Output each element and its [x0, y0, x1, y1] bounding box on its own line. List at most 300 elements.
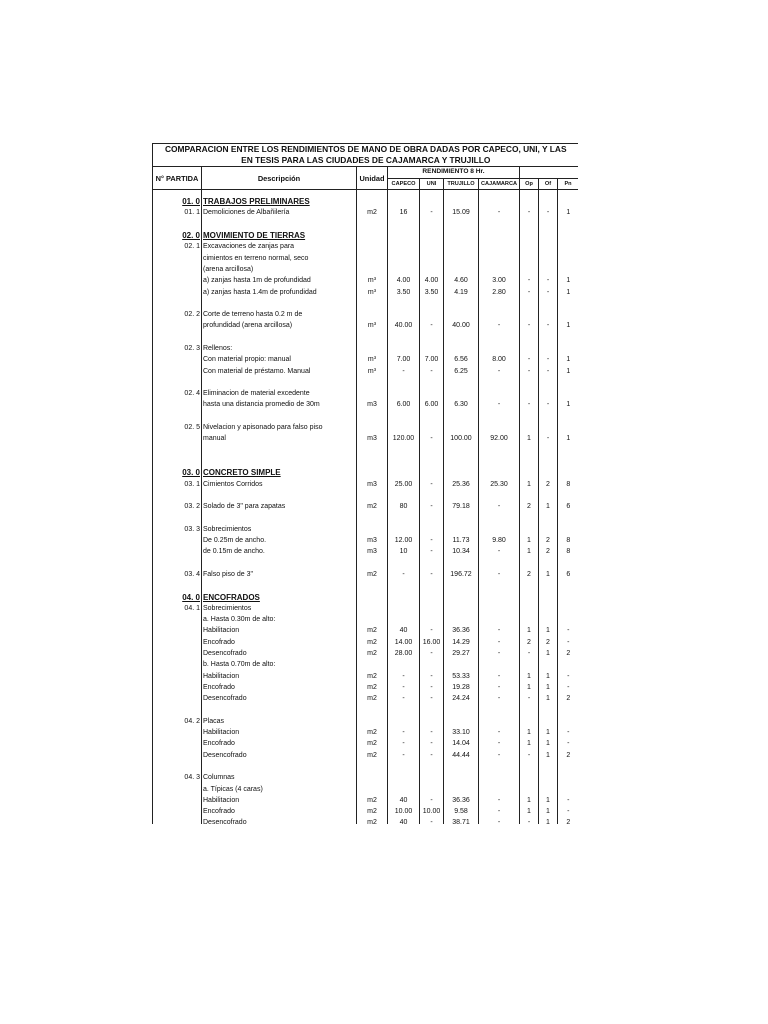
cajamarca-cell: -	[479, 320, 520, 331]
table-row	[153, 738, 579, 749]
trujillo-cell: 29.27	[444, 648, 479, 659]
uni-cell	[420, 467, 444, 478]
unidad-cell: m2	[357, 806, 388, 817]
unidad-cell: m2	[357, 670, 388, 681]
unidad-cell	[357, 761, 388, 772]
capeco-cell: 16	[388, 207, 420, 218]
trujillo-cell: 15.09	[444, 207, 479, 218]
capeco-cell: 120.00	[388, 433, 420, 444]
descripcion-cell: ENCOFRADOS	[202, 591, 357, 602]
unidad-cell	[357, 241, 388, 252]
uni-cell	[420, 716, 444, 727]
trujillo-cell: 19.28	[444, 682, 479, 693]
trujillo-cell	[444, 614, 479, 625]
op-cell	[520, 524, 539, 535]
partida-cell	[153, 399, 202, 410]
pn-cell	[558, 377, 579, 388]
uni-cell: 4.00	[420, 275, 444, 286]
descripcion-cell: Rellenos:	[202, 343, 357, 354]
table-row	[153, 546, 579, 557]
uni-cell: -	[420, 207, 444, 218]
pn-cell	[558, 524, 579, 535]
capeco-cell	[388, 411, 420, 422]
pn-cell: 1	[558, 433, 579, 444]
capeco-cell	[388, 761, 420, 772]
unidad-cell	[357, 659, 388, 670]
title-line-2: EN TESIS PARA LAS CIUDADES DE CAJAMARCA Y TRUJILLO	[241, 155, 491, 165]
header-op: Op	[520, 178, 539, 190]
uni-cell: 6.00	[420, 399, 444, 410]
pn-cell: -	[558, 795, 579, 806]
unidad-cell	[357, 377, 388, 388]
descripcion-cell	[202, 490, 357, 501]
uni-cell	[420, 241, 444, 252]
unidad-cell: m³	[357, 275, 388, 286]
capeco-cell	[388, 196, 420, 207]
of-cell	[539, 332, 558, 343]
pn-cell	[558, 467, 579, 478]
descripcion-cell: Habilitacion	[202, 670, 357, 681]
of-cell	[539, 591, 558, 602]
cajamarca-cell: 92.00	[479, 433, 520, 444]
trujillo-cell: 14.29	[444, 637, 479, 648]
unidad-cell: m³	[357, 286, 388, 297]
table-row	[153, 365, 579, 376]
partida-cell	[153, 320, 202, 331]
cajamarca-cell: -	[479, 806, 520, 817]
uni-cell	[420, 580, 444, 591]
pn-cell: 8	[558, 535, 579, 546]
cajamarca-cell: -	[479, 670, 520, 681]
capeco-cell: 10	[388, 546, 420, 557]
uni-cell: 10.00	[420, 806, 444, 817]
unidad-cell	[357, 467, 388, 478]
pn-cell: 1	[558, 399, 579, 410]
cajamarca-cell	[479, 456, 520, 467]
of-cell: 1	[539, 501, 558, 512]
of-cell: -	[539, 433, 558, 444]
unidad-cell	[357, 772, 388, 783]
unidad-cell: m2	[357, 648, 388, 659]
cajamarca-cell	[479, 196, 520, 207]
descripcion-cell	[202, 332, 357, 343]
section-row	[153, 591, 579, 602]
trujillo-cell: 33.10	[444, 727, 479, 738]
descripcion-cell: a. Hasta 0.30m de alto:	[202, 614, 357, 625]
of-cell	[539, 490, 558, 501]
of-cell: 1	[539, 795, 558, 806]
capeco-cell: -	[388, 670, 420, 681]
op-cell	[520, 558, 539, 569]
of-cell: -	[539, 207, 558, 218]
op-cell: -	[520, 275, 539, 286]
trujillo-cell	[444, 309, 479, 320]
unidad-cell: m2	[357, 817, 388, 824]
unidad-cell: m3	[357, 546, 388, 557]
op-cell: 1	[520, 806, 539, 817]
cajamarca-cell	[479, 603, 520, 614]
trujillo-cell: 6.56	[444, 354, 479, 365]
op-cell	[520, 377, 539, 388]
unidad-cell	[357, 704, 388, 715]
partida-cell	[153, 614, 202, 625]
of-cell: -	[539, 286, 558, 297]
blank-row	[153, 512, 579, 523]
cajamarca-cell: -	[479, 637, 520, 648]
trujillo-cell: 9.58	[444, 806, 479, 817]
partida-cell	[153, 659, 202, 670]
trujillo-cell	[444, 343, 479, 354]
table-row	[153, 354, 579, 365]
of-cell	[539, 467, 558, 478]
capeco-cell: 40.00	[388, 320, 420, 331]
cajamarca-cell	[479, 422, 520, 433]
pn-cell	[558, 772, 579, 783]
blank-row	[153, 761, 579, 772]
pn-cell	[558, 716, 579, 727]
table-row	[153, 772, 579, 783]
trujillo-cell	[444, 783, 479, 794]
trujillo-cell	[444, 219, 479, 230]
unidad-cell	[357, 445, 388, 456]
descripcion-cell: profundidad (arena arcillosa)	[202, 320, 357, 331]
partida-cell: 03. 4	[153, 569, 202, 580]
of-cell: -	[539, 399, 558, 410]
table-row	[153, 817, 579, 824]
capeco-cell: -	[388, 727, 420, 738]
op-cell	[520, 512, 539, 523]
unidad-cell	[357, 388, 388, 399]
partida-cell	[153, 377, 202, 388]
header-uni: UNI	[420, 178, 444, 190]
descripcion-cell: Excavaciones de zanjas para	[202, 241, 357, 252]
descripcion-cell	[202, 761, 357, 772]
uni-cell	[420, 490, 444, 501]
unidad-cell	[357, 298, 388, 309]
of-cell	[539, 411, 558, 422]
capeco-cell	[388, 241, 420, 252]
pn-cell: 1	[558, 286, 579, 297]
capeco-cell: -	[388, 365, 420, 376]
descripcion-cell: MOVIMIENTO DE TIERRAS	[202, 230, 357, 241]
descripcion-cell: Placas	[202, 716, 357, 727]
unidad-cell	[357, 524, 388, 535]
header-descripcion: Descripción	[202, 167, 357, 190]
descripcion-cell: manual	[202, 433, 357, 444]
pn-cell	[558, 309, 579, 320]
uni-cell	[420, 422, 444, 433]
uni-cell: -	[420, 320, 444, 331]
table-row	[153, 275, 579, 286]
blank-row	[153, 332, 579, 343]
of-cell: 1	[539, 817, 558, 824]
blank-row	[153, 445, 579, 456]
pn-cell: 1	[558, 275, 579, 286]
partida-cell	[153, 580, 202, 591]
cajamarca-cell	[479, 241, 520, 252]
table-row	[153, 343, 579, 354]
pn-cell	[558, 761, 579, 772]
pn-cell: 2	[558, 648, 579, 659]
trujillo-cell	[444, 704, 479, 715]
trujillo-cell	[444, 456, 479, 467]
table-row	[153, 682, 579, 693]
of-cell	[539, 783, 558, 794]
cajamarca-cell	[479, 467, 520, 478]
of-cell: 1	[539, 806, 558, 817]
blank-row	[153, 580, 579, 591]
capeco-cell: 40	[388, 625, 420, 636]
uni-cell	[420, 456, 444, 467]
capeco-cell	[388, 422, 420, 433]
op-cell	[520, 456, 539, 467]
trujillo-cell: 25.36	[444, 478, 479, 489]
uni-cell	[420, 377, 444, 388]
trujillo-cell	[444, 445, 479, 456]
partida-cell	[153, 490, 202, 501]
descripcion-cell: Encofrado	[202, 738, 357, 749]
op-cell	[520, 445, 539, 456]
blank-row	[153, 704, 579, 715]
unidad-cell: m2	[357, 750, 388, 761]
trujillo-cell: 196.72	[444, 569, 479, 580]
uni-cell	[420, 230, 444, 241]
capeco-cell: 3.50	[388, 286, 420, 297]
cajamarca-cell: -	[479, 750, 520, 761]
descripcion-cell: a) zanjas hasta 1m de profundidad	[202, 275, 357, 286]
unidad-cell: m2	[357, 738, 388, 749]
cajamarca-cell	[479, 524, 520, 535]
trujillo-cell	[444, 580, 479, 591]
unidad-cell	[357, 580, 388, 591]
partida-cell	[153, 332, 202, 343]
pn-cell	[558, 603, 579, 614]
op-cell: -	[520, 648, 539, 659]
unidad-cell: m³	[357, 320, 388, 331]
cajamarca-cell: 9.80	[479, 535, 520, 546]
partida-cell: 04. 2	[153, 716, 202, 727]
header-partida: N° PARTIDA	[153, 167, 202, 190]
op-cell	[520, 704, 539, 715]
op-cell	[520, 196, 539, 207]
of-cell	[539, 343, 558, 354]
table-row	[153, 693, 579, 704]
op-cell: -	[520, 399, 539, 410]
cajamarca-cell: -	[479, 365, 520, 376]
table-row	[153, 433, 579, 444]
uni-cell	[420, 411, 444, 422]
of-cell	[539, 772, 558, 783]
capeco-cell	[388, 332, 420, 343]
uni-cell	[420, 298, 444, 309]
unidad-cell: m2	[357, 501, 388, 512]
descripcion-cell: Desencofrado	[202, 693, 357, 704]
unidad-cell	[357, 422, 388, 433]
of-cell	[539, 252, 558, 263]
descripcion-cell	[202, 456, 357, 467]
cajamarca-cell	[479, 298, 520, 309]
partida-cell: 02. 4	[153, 388, 202, 399]
blank-row	[153, 377, 579, 388]
trujillo-cell	[444, 411, 479, 422]
capeco-cell: 10.00	[388, 806, 420, 817]
descripcion-cell: Solado de 3" para zapatas	[202, 501, 357, 512]
uni-cell	[420, 659, 444, 670]
partida-cell	[153, 298, 202, 309]
descripcion-cell	[202, 411, 357, 422]
uni-cell	[420, 524, 444, 535]
descripcion-cell: Con material propio: manual	[202, 354, 357, 365]
header-cajamarca: CAJAMARCA	[479, 178, 520, 190]
of-cell	[539, 603, 558, 614]
trujillo-cell	[444, 659, 479, 670]
cajamarca-cell	[479, 411, 520, 422]
partida-cell	[153, 546, 202, 557]
op-cell	[520, 716, 539, 727]
uni-cell: -	[420, 546, 444, 557]
partida-cell: 02. 3	[153, 343, 202, 354]
unidad-cell: m3	[357, 399, 388, 410]
of-cell: 1	[539, 648, 558, 659]
op-cell	[520, 772, 539, 783]
partida-cell	[153, 817, 202, 824]
of-cell	[539, 614, 558, 625]
partida-cell	[153, 445, 202, 456]
partida-cell: 02. 5	[153, 422, 202, 433]
uni-cell: -	[420, 727, 444, 738]
pn-cell: -	[558, 625, 579, 636]
table-row	[153, 603, 579, 614]
trujillo-cell	[444, 298, 479, 309]
capeco-cell: -	[388, 693, 420, 704]
cajamarca-cell: 8.00	[479, 354, 520, 365]
trujillo-cell	[444, 467, 479, 478]
cajamarca-cell	[479, 219, 520, 230]
descripcion-cell: a) zanjas hasta 1.4m de profundidad	[202, 286, 357, 297]
descripcion-cell	[202, 558, 357, 569]
unidad-cell	[357, 591, 388, 602]
partida-cell	[153, 558, 202, 569]
partida-cell: 04. 3	[153, 772, 202, 783]
uni-cell	[420, 603, 444, 614]
descripcion-cell: (arena arcillosa)	[202, 264, 357, 275]
table-row	[153, 501, 579, 512]
trujillo-cell	[444, 241, 479, 252]
trujillo-cell: 36.36	[444, 795, 479, 806]
uni-cell: 3.50	[420, 286, 444, 297]
op-cell	[520, 241, 539, 252]
uni-cell: -	[420, 648, 444, 659]
pn-cell: 2	[558, 817, 579, 824]
of-cell	[539, 298, 558, 309]
op-cell: -	[520, 320, 539, 331]
descripcion-cell: Demoliciones de Albañilería	[202, 207, 357, 218]
descripcion-cell: Desencofrado	[202, 750, 357, 761]
op-cell	[520, 264, 539, 275]
pn-cell	[558, 614, 579, 625]
partida-cell	[153, 738, 202, 749]
pn-cell	[558, 332, 579, 343]
capeco-cell	[388, 309, 420, 320]
uni-cell: 7.00	[420, 354, 444, 365]
uni-cell: -	[420, 693, 444, 704]
header-trujillo: TRUJILLO	[444, 178, 479, 190]
table-row	[153, 625, 579, 636]
section-row	[153, 230, 579, 241]
trujillo-cell	[444, 524, 479, 535]
op-cell: 2	[520, 569, 539, 580]
trujillo-cell	[444, 422, 479, 433]
op-cell	[520, 298, 539, 309]
header-capeco: CAPECO	[388, 178, 420, 190]
trujillo-cell	[444, 377, 479, 388]
op-cell: -	[520, 693, 539, 704]
partida-cell	[153, 761, 202, 772]
of-cell: 2	[539, 478, 558, 489]
uni-cell: -	[420, 569, 444, 580]
partida-cell: 02. 2	[153, 309, 202, 320]
op-cell	[520, 219, 539, 230]
trujillo-cell: 100.00	[444, 433, 479, 444]
uni-cell: -	[420, 795, 444, 806]
pn-cell	[558, 264, 579, 275]
cajamarca-cell	[479, 264, 520, 275]
cajamarca-cell	[479, 377, 520, 388]
pn-cell	[558, 512, 579, 523]
uni-cell: -	[420, 535, 444, 546]
capeco-cell	[388, 264, 420, 275]
partida-cell: 01. 1	[153, 207, 202, 218]
cajamarca-cell: -	[479, 727, 520, 738]
cajamarca-cell	[479, 704, 520, 715]
of-cell: 1	[539, 625, 558, 636]
descripcion-cell: de 0.15m de ancho.	[202, 546, 357, 557]
of-cell: -	[539, 275, 558, 286]
of-cell: 1	[539, 693, 558, 704]
descripcion-cell: b. Hasta 0.70m de alto:	[202, 659, 357, 670]
partida-cell	[153, 806, 202, 817]
capeco-cell	[388, 490, 420, 501]
partida-cell	[153, 795, 202, 806]
table-row	[153, 637, 579, 648]
op-cell	[520, 467, 539, 478]
trujillo-cell	[444, 591, 479, 602]
table-row	[153, 670, 579, 681]
op-cell	[520, 761, 539, 772]
cajamarca-cell	[479, 445, 520, 456]
cajamarca-cell	[479, 490, 520, 501]
table-row	[153, 252, 579, 263]
of-cell: -	[539, 354, 558, 365]
pn-cell	[558, 241, 579, 252]
descripcion-cell: hasta una distancia promedio de 30m	[202, 399, 357, 410]
trujillo-cell: 6.25	[444, 365, 479, 376]
op-cell: -	[520, 286, 539, 297]
partida-cell	[153, 456, 202, 467]
uni-cell: -	[420, 365, 444, 376]
rendimientos-table	[152, 143, 578, 824]
of-cell: 1	[539, 738, 558, 749]
unidad-cell: m2	[357, 637, 388, 648]
op-cell	[520, 332, 539, 343]
partida-cell: 01. 0	[153, 196, 202, 207]
table-row	[153, 727, 579, 738]
table-row	[153, 320, 579, 331]
table-row	[153, 795, 579, 806]
op-cell: -	[520, 817, 539, 824]
capeco-cell: 14.00	[388, 637, 420, 648]
unidad-cell	[357, 332, 388, 343]
